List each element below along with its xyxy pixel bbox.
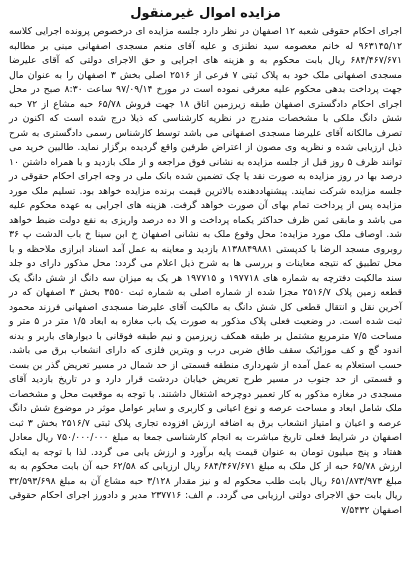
notice-body: اجرای احکام حقوقی شعبه ۱۲ اصفهان در نظر دارد جلسه مزایده ای درخصوص پرونده اجرایی کلاسه ۹۶۳۱۴۵/۱۲ له خانم معصومه سید نطنزی و علیه آقای منعم مسجدی اصفهانی مبنی بر مطالبه ۶۸۴/۴۶۷/۶۷۱ ریال بابت محکوم به و هزینه های اجرایی و حق الاجرای دولتی که آقای علیرضا مسجدی اصفهانی ملک خود به پلاک ثبتی ۷ فرعی از ۲۵۱۶ اصلی بخش ۳ اصفهان را به عنوان مال جهت پرداخت بدهی محکوم علیه معرفی نموده است در مورخ ۹۷/۰۹/۱۴ ساعت ۸:۳۰ صبح در محل اجرای احکام دادگستری اصفهان طبقه زیرزمین اتاق ۱۸ جهت فروش ۶۵/۷۸ حبه مشاع از ۷۲ حبه شش دانگ ملکی با مشخصات مندرج در نظریه کارشناسی که ذیلا درج شده است که اکنون در تصرف مالکانه آقای علیرضا مسجدی اصفهانی می باشد توسط کارشناس رسمی دادگستری به شرح ذیل ارزیابی شده و نظریه وی مصون از اعتراض طرفین واقع گردیده برگزار نماید. طالبین خرید می توانند ظرف ۵ روز قبل از جلسه مزایده به نشانی فوق مراجعه و از ملک بازدید و با همراه داشتن ۱۰ درصد بها در روز مزایده به صورت نقد یا چک تضمین شده بانک ملی در وجه اجرای احکام حقوقی در جلسه مزایده شرکت نمایند. پیشنهاددهنده بالاترین قیمت برنده مزایده خواهد بود. تسلیم ملک مورد مزایده پس از پرداخت تمام بهای آن صورت خواهد گرفت. هزینه های اجرایی به عهده محکوم علیه می باشد و مابقی ثمن ظرف حداکثر یکماه پرداخت و الا ده درصد واریزی به نفع دولت ضبط خواهد شد. اوصاف ملک مورد مزایده: محل وقوع ملک به نشانی اصفهان خ ابن سینا خ باب الدشت پ ۳۶ روبروی مسجد الرضا با کدپستی ۸۱۳۸۸۴۹۸۸۱ بازدید و معاینه به عمل آمد اسناد ابرازی ملاحظه و با محل تطبیق که نتیجه معاینات و بررسی ها به شرح ذیل اعلام می گردد: محل مذکور دارای دو جلد سند مالکیت دفترچه به شماره های ۱۹۷۷۱۸ و ۱۹۷۷۱۵ هر یک به میزان سه دانگ از شش دانگ یک قطعه زمین پلاک ۲۵۱۶/۷ مجزا شده از شماره اصلی به شماره ثبت ۳۵۵۰ بخش ۳ اصفهان که در آخرین نقل و انتقال قطعی کل شش دانگ به مالکیت آقای علیرضا مسجدی اصفهانی فرزند محمود ثبت شده است. در وضعیت فعلی پلاک مذکور به صورت یک باب مغازه به ابعاد ۱/۵ متر در ۵ متر و مساحت ۷/۵ مترمربع مشتمل بر طبقه همکف زیرزمین و نیم طبقه فوقانی با دیوارهای باربر و بدنه اندود گچ و کف موزائیک سقف طاق ضربی درب و ویترین فلزی که دارای انشعاب برق می باشد. حسب استعلام به عمل آمده از شهرداری منطقه قسمتی از حد شمال در مسیر تعریض گذر بن بست و قسمتی از حد جنوب در مسیر طرح تعریض خیابان دردشت قرار دارد و در تاریخ بازدید آقای مسجدی در مغازه مذکور به کار تعمیر دوچرخه اشتغال داشتند. با توجه به موقعیت محل و مشخصات ملک شامل ابعاد و مساحت عرصه و نوع اعیانی و کاربری و سایر عوامل موثر در موضوع شش دانگ عرصه و اعیان و امتیاز انشعاب برق به اضافه ارزش افزوده تجاری پلاک ثبتی ۲۵۱۶/۷ بخش ۳ ثبت اصفهان در شرایط فعلی تاریخ مباشرت به انجام کارشناسی جمعا به مبلغ ۷۵۰/۰۰۰/۰۰۰ ریال معادل هفتاد و پنج میلیون تومان به عنوان قیمت پایه برآورد و ارزش یابی می گردد. لذا با توجه به اینکه ارزش ۶۵/۷۸ حبه از کل ملک به مبلغ ۶۸۴/۴۶۷/۶۷۱ ریال ارزیابی که ۶۲/۵۸ حبه آن بابت محکوم به به مبلغ ۶۵۱/۸۷۳/۹۷۳ ریال بابت طلب محکوم له و نیز مقدار ۳/۱۲۸ حبه مشاع آن به مبلغ ۳۲/۵۹۳/۶۹۸ ریال بابت حق الاجرای دولتی ارزیابی می گردد. م الف: ۲۳۷۷۱۶ مدیر و دادورز اجرای احکام حقوقی اصفهان ۷/۵۴۳۲: [9, 26, 403, 516]
notice-title: مزایده اموال غیرمنقول: [130, 6, 281, 21]
